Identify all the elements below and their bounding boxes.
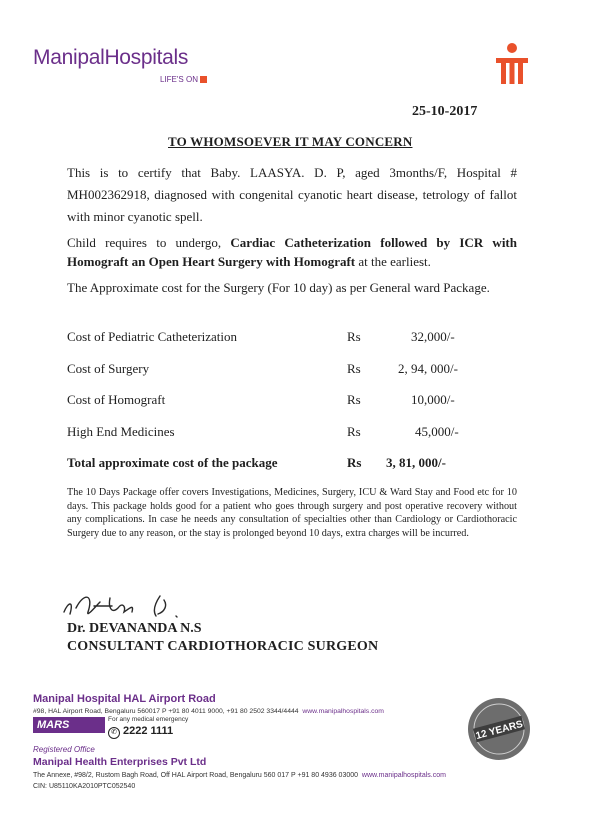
- company-cin: CIN: U85110KA2010PTC052540: [33, 783, 136, 790]
- cost-label: High End Medicines: [67, 424, 175, 439]
- letter-date: 25-10-2017: [412, 104, 478, 119]
- cost-amount: 45,000/-: [415, 424, 459, 439]
- total-amount: 3, 81, 000/-: [386, 455, 446, 470]
- doctor-role: CONSULTANT CARDIOTHORACIC SURGEON: [67, 639, 379, 654]
- manipal-logo-icon: [492, 40, 532, 90]
- mars-logo: MARS: [33, 717, 105, 733]
- package-note: The 10 Days Package offer covers Investigations, Medicines, Surgery, ICU & Ward Stay and Food etc for 10 days. This package holds good for a patient who goes through surgery and post operative recovery without any complications. In case he needs any consultation of specialties other than Cardiology or Cardiothoracic Surgery due to any reason, or the stay is prolonged beyond 10 days, extra charges will be incurred.: [67, 487, 517, 539]
- cost-amount: 32,000/-: [411, 329, 455, 344]
- company-name: Manipal Health Enterprises Pvt Ltd: [33, 756, 207, 768]
- phone-icon: ✆: [108, 727, 120, 739]
- brand-tagline: LIFE'S ON: [160, 75, 207, 84]
- cost-currency: Rs: [347, 361, 361, 376]
- doctor-name: Dr. DEVANANDA N.S: [67, 621, 202, 636]
- procedure-paragraph: Child requires to undergo, Cardiac Catheterization followed by ICR with Homograft an Open Heart Surgery with Homograft at the earliest.: [67, 235, 517, 269]
- letter-title: TO WHOMSOEVER IT MAY CONCERN: [168, 134, 413, 149]
- footer-address: #98, HAL Airport Road, Bengaluru 560017 P +91 80 4011 9000, +91 80 2502 3344/4444 www.manipalhospitals.com: [33, 708, 384, 715]
- company-url[interactable]: www.manipalhospitals.com: [361, 772, 446, 779]
- brand-logo-text: ManipalHospitals: [33, 46, 189, 69]
- cost-label: Cost of Homograft: [67, 392, 166, 407]
- footer-hospital-name: Manipal Hospital HAL Airport Road: [33, 693, 216, 705]
- twelve-years-badge: [466, 696, 532, 762]
- total-currency: Rs: [347, 455, 362, 470]
- cost-intro-paragraph: The Approximate cost for the Surgery (For 10 day) as per General ward Package.: [67, 280, 490, 295]
- cost-amount: 10,000/-: [411, 392, 455, 407]
- cost-label: Cost of Surgery: [67, 361, 150, 376]
- cost-currency: Rs: [347, 424, 361, 439]
- certification-paragraph: This is to certify that Baby. LAASYA. D. P, aged 3months/F, Hospital # MH002362918, diagnosed with congenital cyanotic heart disease, tetrology of fallot with minor cyanotic spell.: [67, 165, 517, 224]
- cost-currency: Rs: [347, 329, 361, 344]
- company-address: The Annexe, #98/2, Rustom Bagh Road, Off HAL Airport Road, Bengaluru 560 017 P +91 80 4936 03000 www.manipalhospitals.com: [33, 772, 446, 779]
- badge-text: 12 YEARS: [474, 718, 525, 742]
- footer-url[interactable]: www.manipalhospitals.com: [302, 708, 384, 715]
- total-label: Total approximate cost of the package: [67, 455, 278, 470]
- cost-currency: Rs: [347, 392, 361, 407]
- cost-amount: 2, 94, 000/-: [398, 361, 458, 376]
- cost-label: Cost of Pediatric Catheterization: [67, 329, 238, 344]
- signature: [60, 588, 210, 624]
- emergency-phone: ✆ 2222 1111: [108, 725, 173, 739]
- emergency-label: For any medical emergency: [108, 716, 189, 723]
- registered-office-label: Registered Office: [33, 745, 95, 754]
